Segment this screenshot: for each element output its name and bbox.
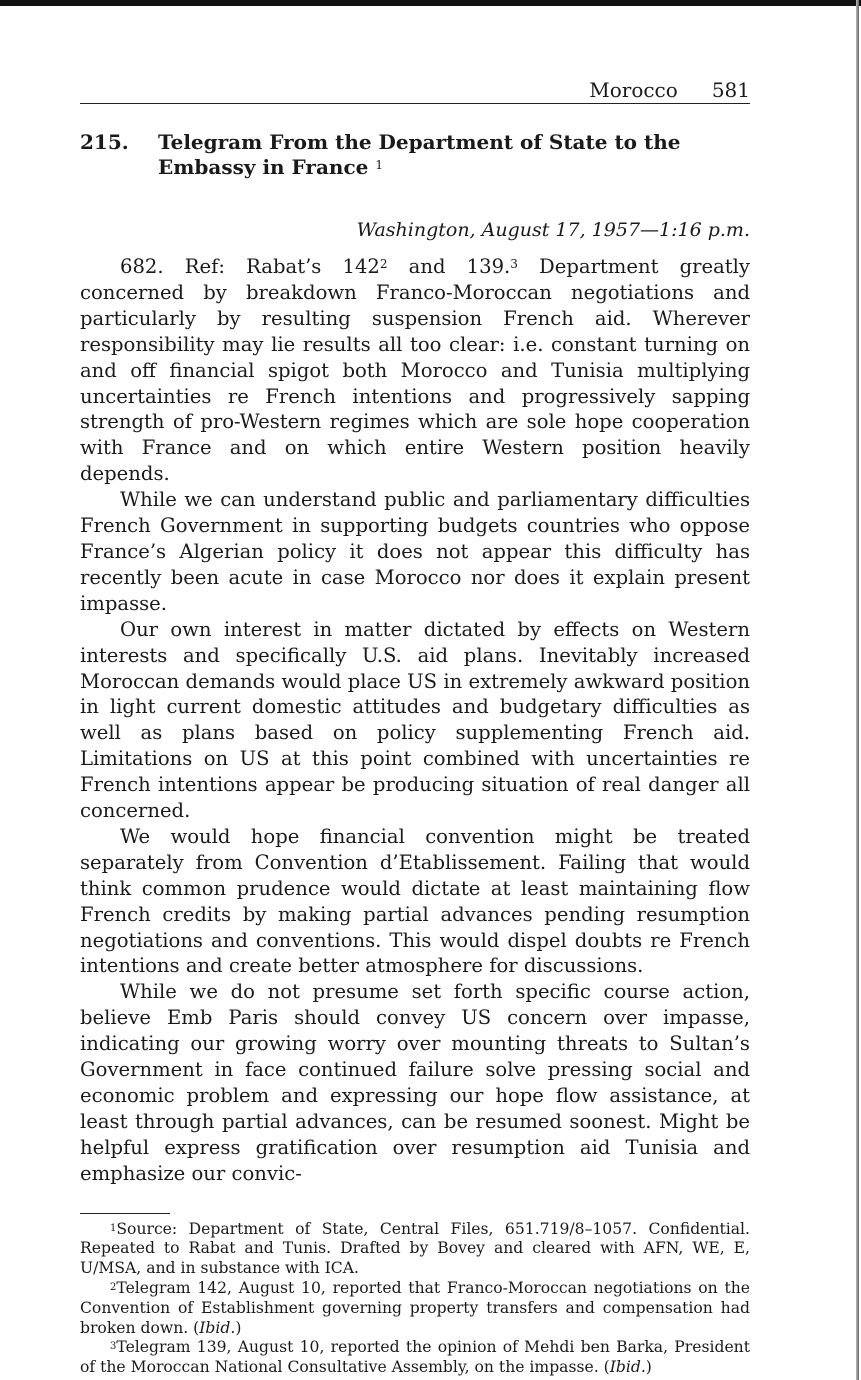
scan-top-border xyxy=(0,0,861,6)
footnote-marker: 1 xyxy=(110,1222,117,1234)
document-title-text: Telegram From the Department of State to the Embassy in France xyxy=(158,130,681,179)
document-page xyxy=(80,78,750,1378)
body-paragraph-2: While we can understand public and parliamentary difficulties French Government in supporting budgets countries who oppose France’s Algerian policy it does not appear this difficulty has recently been acute in case Morocco nor does it explain present impasse. xyxy=(80,488,750,615)
document-title xyxy=(158,130,750,180)
footnote-citation: Ibid. xyxy=(199,1318,236,1337)
footnote-ref-3: 3 xyxy=(510,257,518,271)
p1-text-b: and 139. xyxy=(387,255,511,278)
page-number: 581 xyxy=(711,78,750,102)
footnote-citation: Ibid. xyxy=(609,1358,646,1377)
body-paragraph-5: While we do not presume set forth specific course action, believe Emb Paris should convey US concern over impasse, indicating our growing worry over mounting threats to Sultan’s Government in face continued failure solve pressing social and economic problem and expressing our hope flow assistance, at least through partial advances, can be resumed soonest. Might be helpful express gratification over resumption aid Tunisia and emphasize our convic- xyxy=(80,980,750,1185)
dateline: Washington, August 17, 1957—1:16 p.m. xyxy=(356,219,750,241)
footnote-1 xyxy=(80,1220,750,1279)
footnote-tail: ) xyxy=(645,1358,652,1377)
running-head-section: Morocco xyxy=(589,78,678,102)
p1-text-a: 682. Ref: Rabat’s 142 xyxy=(120,255,380,278)
footnote-ref-1: 1 xyxy=(375,158,383,172)
running-head xyxy=(80,78,750,104)
footnote-tail: ) xyxy=(235,1318,242,1337)
document-number: 215. xyxy=(80,130,129,154)
footnote-3 xyxy=(80,1338,750,1378)
footnotes xyxy=(80,1220,750,1378)
body-paragraph-4: We would hope financial convention might be treated separately from Convention d’Etablissement. Failing that would think common prudence would dictate at least maintaining flow French credits by making partial advances pending resumption negotiations and conventions. This would dispel doubts re French intentions and create better atmosphere for discussions. xyxy=(80,824,750,978)
document-heading xyxy=(80,130,750,180)
footnote-marker: 3 xyxy=(110,1341,117,1353)
telegram-body xyxy=(80,254,750,1187)
scan-right-edge xyxy=(856,0,859,1380)
footnote-2 xyxy=(80,1279,750,1338)
footnote-marker: 2 xyxy=(110,1282,117,1294)
footnote-text: Telegram 142, August 10, reported that Franco-Moroccan negotiations on the Convention of Establishment governing property transfers and compensation had broken down. ( xyxy=(80,1279,750,1337)
footnote-text: Telegram 139, August 10, reported the opinion of Mehdi ben Barka, President of the Moroccan National Consultative Assembly, on the impasse. ( xyxy=(80,1338,750,1377)
body-paragraph-3: Our own interest in matter dictated by effects on Western interests and specifically U.S. aid plans. Inevitably increased Moroccan demands would place US in extremely awkward position in light current domestic attitudes and budgetary difficulties as well as plans based on policy supplementing French aid. Limitations on US at this point combined with uncertainties re French intentions appear be producing situation of real danger all concerned. xyxy=(80,617,750,823)
body-paragraph-1 xyxy=(80,254,750,487)
p1-text-c: Department greatly concerned by breakdown Franco-Moroccan negotiations and particularly by resulting suspension French aid. Wherever responsibility may lie results all too clear: i.e. constant turning on and off financial spigot both Morocco and Tunisia multiplying uncertainties re French intentions and progressively sapping strength of pro-Western regimes which are sole hope cooperation with France and on which entire Western position heavily depends. xyxy=(80,255,750,486)
footnote-ref-2: 2 xyxy=(379,257,388,271)
footnote-rule xyxy=(80,1213,170,1214)
footnote-text: Source: Department of State, Central Files, 651.719/8–1057. Confidential. Repeated to Rabat and Tunis. Drafted by Bovey and cleared with AFN, WE, E, U/MSA, and in substance with ICA. xyxy=(80,1219,750,1278)
